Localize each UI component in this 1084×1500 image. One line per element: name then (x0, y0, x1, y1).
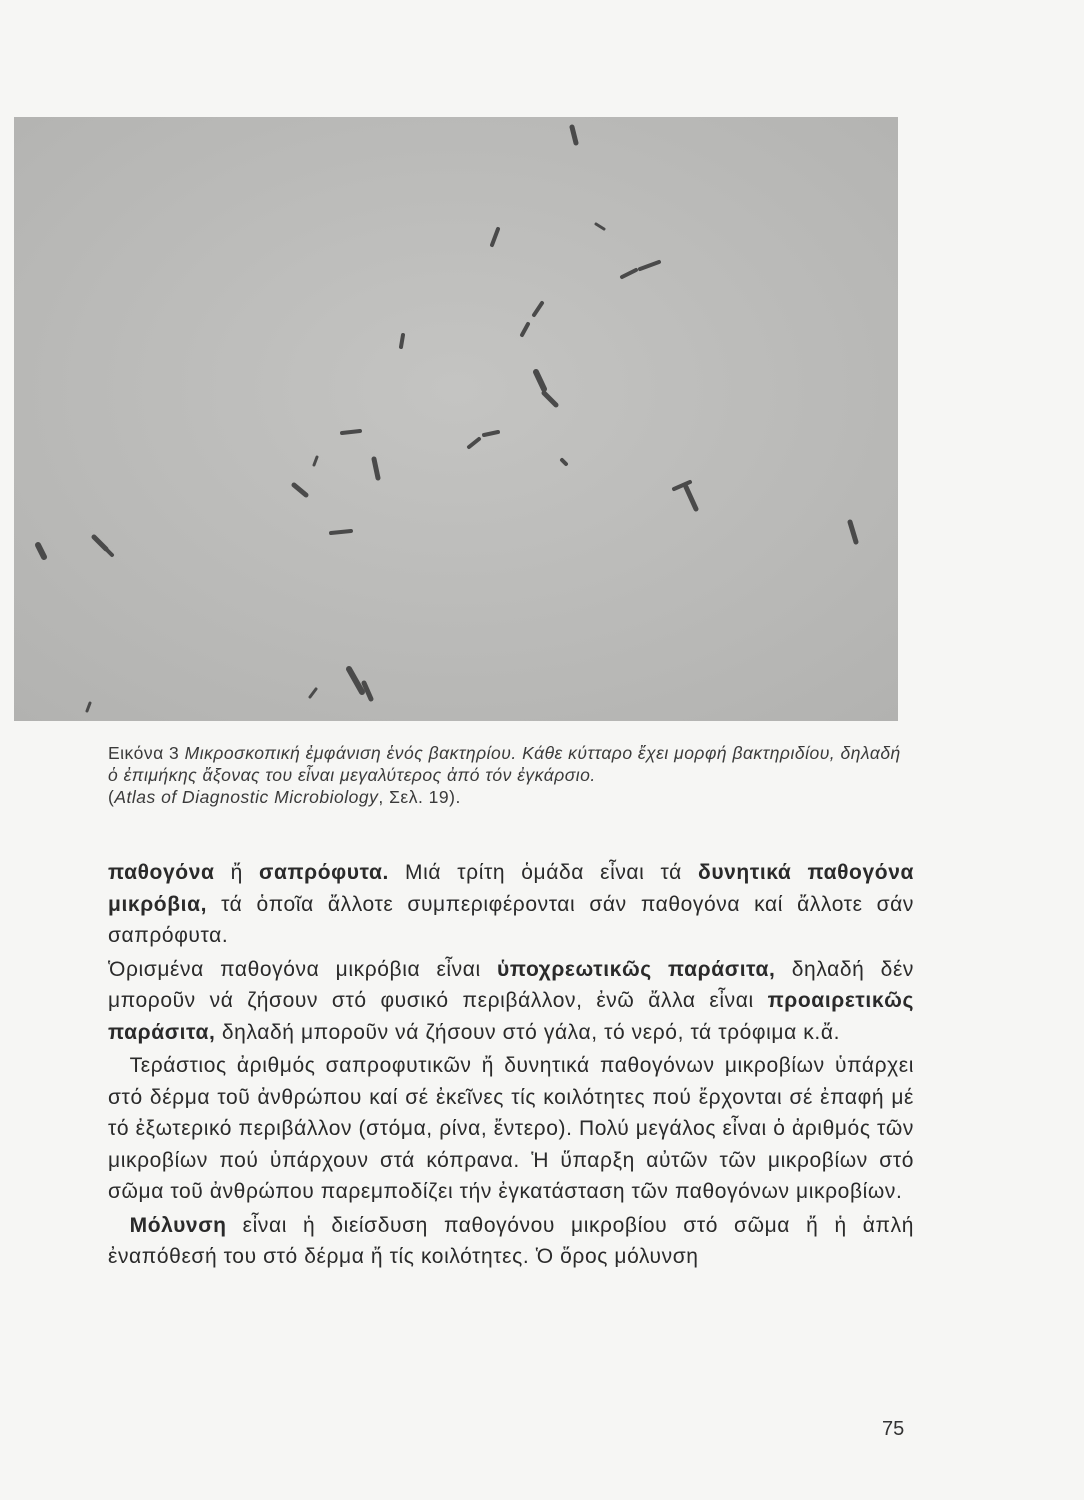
term-potential-pathogens: δυνητικά παθογόνα μικρόβια, (108, 861, 914, 916)
term-obligate-parasites: ὑποχρεωτικῶς παράσιτα, (497, 957, 776, 981)
term-saprophytes: σαπρόφυτα. (258, 861, 389, 884)
caption-label: Εικόνα 3 (108, 743, 180, 763)
caption-source-title: Atlas of Diagnostic Microbiology (114, 787, 379, 807)
micrograph-figure (14, 117, 898, 721)
paragraph-2-text-a: Ὁρισμένα παθογόνα μικρόβια εἶναι (108, 957, 498, 981)
paragraph-1-text-b: Μιά τρίτη ὁμάδα εἶναι τά (388, 861, 698, 884)
caption-text: Μικροσκοπική ἐμφάνιση ἑνός βακτηρίου. Κάθε κύτταρο ἔχει μορφή βακτηριδίου, δηλαδή ὁ ἐπιμήκης ἄξονας του εἶναι μεγαλύτερος ἀπό τόν ἐγκάρσιο. (108, 743, 901, 785)
caption-source-prefix: ( (108, 787, 115, 807)
paragraph-1 (108, 857, 914, 952)
paragraph-2-text-c: δηλαδή μποροῦν νά ζήσουν στό γάλα, τό νερό, τά τρόφιμα κ.ἄ. (215, 1020, 841, 1044)
figure-caption (108, 742, 913, 808)
body-text (108, 857, 914, 1273)
paragraph-1-text-a: ἤ (214, 861, 259, 884)
paragraph-2-text-b: δηλαδή δέν μποροῦν νά ζήσουν στό φυσικό περιβάλλον, ἐνῶ ἄλλα εἶναι (108, 957, 915, 1012)
paragraph-3 (108, 1050, 914, 1208)
term-pathogenic: παθογόνα (108, 861, 215, 884)
term-contamination: Μόλυνση (129, 1213, 227, 1237)
caption-source-suffix: , Σελ. 19). (378, 787, 461, 807)
page-number: 75 (882, 1418, 905, 1440)
bacteria-micrograph (14, 117, 898, 721)
paragraph-1-text-c: τά ὁποῖα ἄλλοτε συμπεριφέρονται σάν παθογόνα καί ἄλλοτε σάν σαπρόφυτα. (108, 892, 914, 947)
paragraph-3-text: Τεράστιος ἀριθμός σαπροφυτικῶν ἤ δυνητικά παθογόνων μικροβίων ὑπάρχει στό δέρμα τοῦ ἀνθρώπου καί σέ ἐκεῖνες τίς κοιλότητες πού ἔρχονται σέ ἐπαφή μέ τό ἐξωτερικό περιβάλλον (στόμα, ρίνα, ἔντερο). Πολύ μεγάλος εἶναι ὁ ἀριθμός τῶν μικροβίων πού ὑπάρχουν στά κόπρανα. Ἡ ὕπαρξη αὐτῶν τῶν μικροβίων στό σῶμα τοῦ ἀνθρώπου παρεμποδίζει τήν ἐγκατάσταση τῶν παθογόνων μικροβίων. (108, 1054, 914, 1203)
paragraph-2 (108, 954, 914, 1049)
term-facultative-parasites: προαιρετικῶς παράσιτα, (108, 989, 914, 1044)
paragraph-4-text: εἶναι ἡ διείσδυση παθογόνου μικροβίου στό σῶμα ἤ ἡ ἁπλή ἐναπόθεσή του στό δέρμα ἤ τίς κοιλότητες. Ὁ ὅρος μόλυνση (108, 1213, 914, 1268)
paragraph-4 (108, 1210, 914, 1273)
